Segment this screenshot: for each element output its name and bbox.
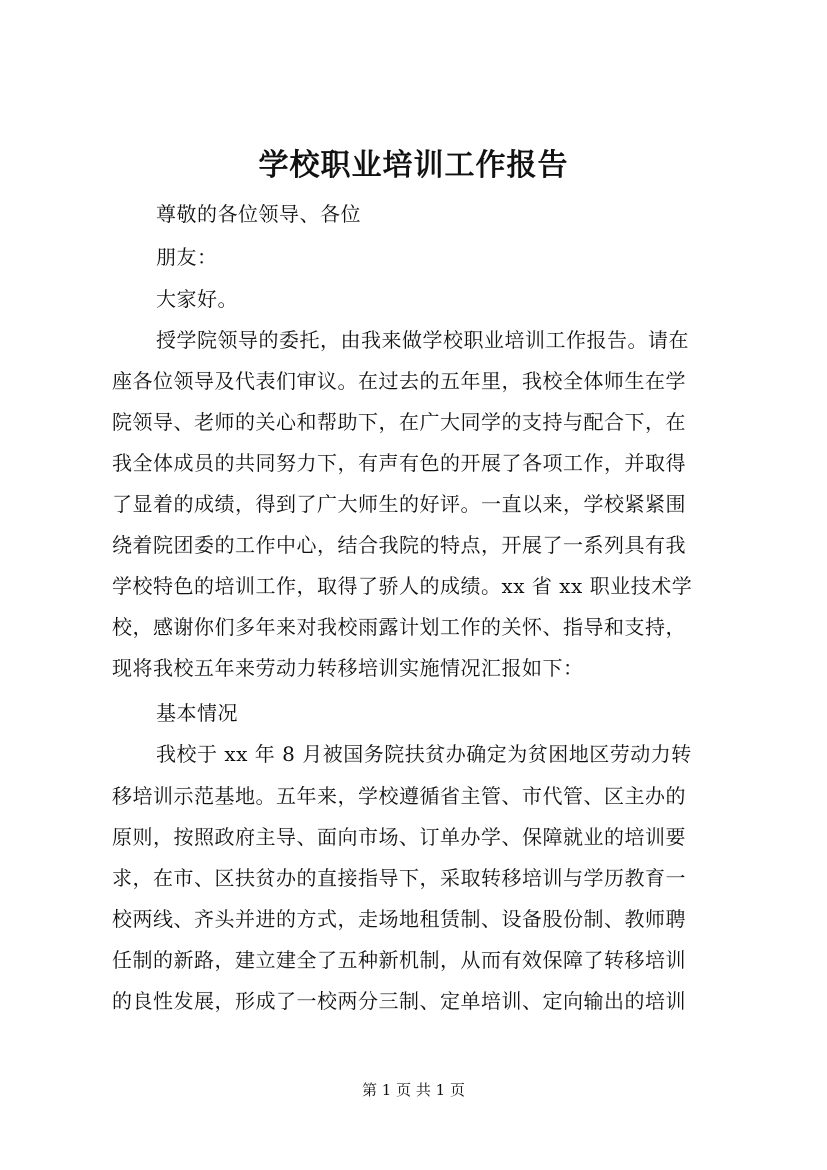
paragraph-line: 移培训示范基地。五年来，学校遵循省主管、市代管、区主办的 [112,784,686,808]
paragraph-line: 座各位领导及代表们审议。在过去的五年里，我校全体师生在学 [112,369,686,393]
paragraph-line: 校，感谢你们多年来对我校雨露计划工作的关怀、指导和支持， [112,615,686,639]
paragraph-line: 的良性发展，形成了一校两分三制、定单培训、定向输出的培训 [112,989,686,1013]
greeting-line: 朋友： [156,245,218,269]
paragraph-line: 授学院领导的委托，由我来做学校职业培训工作报告。请在 [156,328,689,352]
section-heading: 基本情况 [156,701,238,725]
paragraph-line: 了显着的成绩，得到了广大师生的好评。一直以来，学校紧紧围 [112,492,686,516]
paragraph-line: 求，在市、区扶贫办的直接指导下，采取转移培训与学历教育一 [112,866,686,890]
paragraph-line: 现将我校五年来劳动力转移培训实施情况汇报如下： [112,656,584,680]
page-footer: 第 1 页 共 1 页 [362,1081,465,1099]
greeting-line: 尊敬的各位领导、各位 [156,202,361,226]
paragraph-line: 校两线、齐头并进的方式，走场地租赁制、设备股份制、教师聘 [112,907,686,931]
paragraph-line: 我校于 xx 年 8 月被国务院扶贫办确定为贫困地区劳动力转 [156,742,692,766]
paragraph-line: 我全体成员的共同努力下，有声有色的开展了各项工作，并取得 [112,451,686,475]
paragraph-line: 绕着院团委的工作中心，结合我院的特点，开展了一系列具有我 [112,533,686,557]
paragraph-line: 任制的新路，建立建全了五种新机制，从而有效保障了转移培训 [112,948,686,972]
paragraph-line: 原则，按照政府主导、面向市场、订单办学、保障就业的培训要 [112,825,686,849]
document-title: 学校职业培训工作报告 [258,148,569,183]
greeting-line: 大家好。 [156,287,238,311]
paragraph-line: 院领导、老师的关心和帮助下，在广大同学的支持与配合下，在 [112,410,686,434]
paragraph-line: 学校特色的培训工作，取得了骄人的成绩。xx 省 xx 职业技术学 [112,574,693,598]
